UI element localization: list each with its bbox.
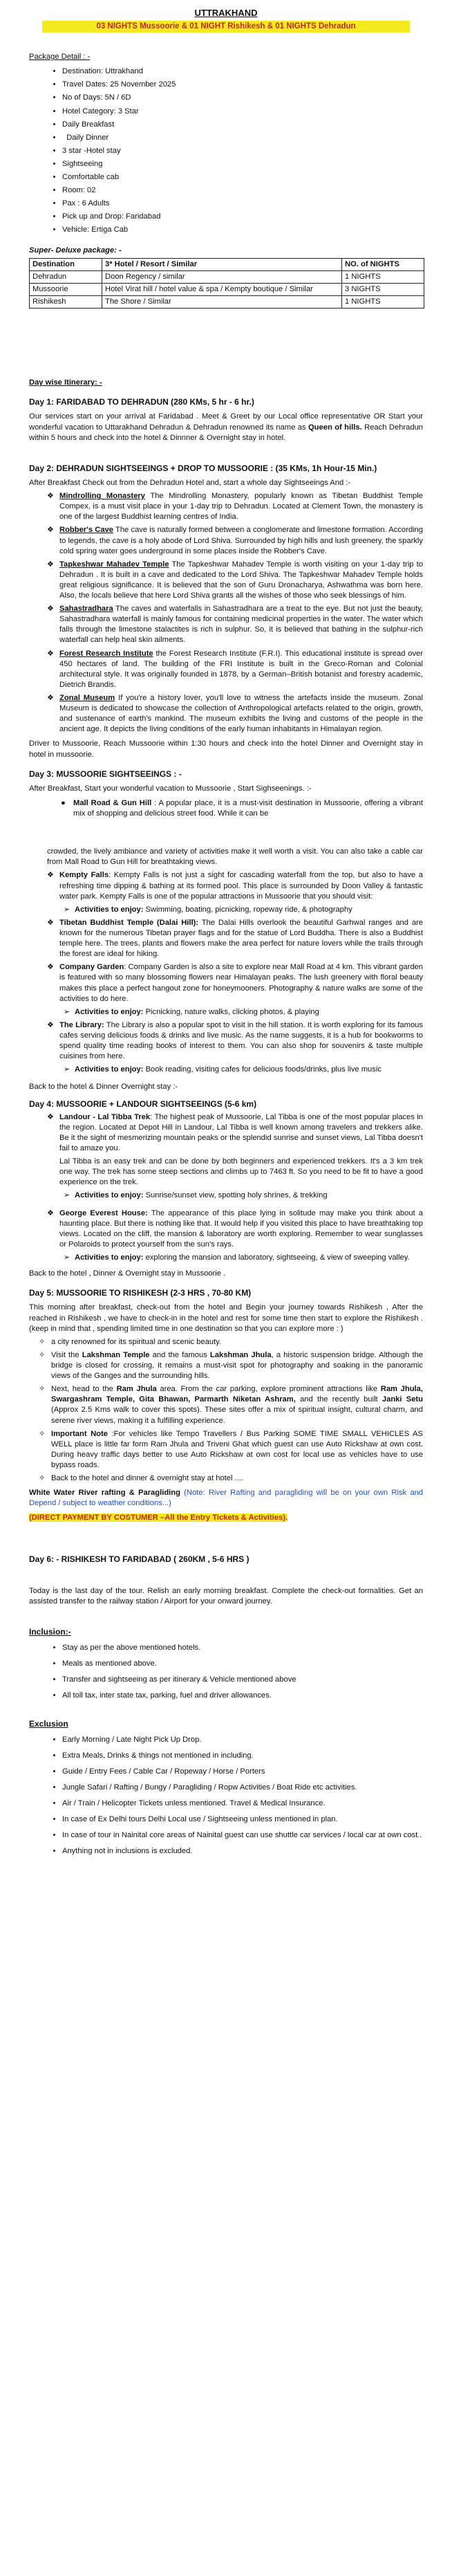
activity-label: Activities to enjoy: bbox=[75, 905, 144, 914]
arrow-bullet-icon: ➢ bbox=[64, 1007, 70, 1016]
site-text: the Forest Research Institute (F.R.I). This educational institute is spread over 450 hectares of land. The building of the FRI Institute is built in the Greco-Roman and Colonial architectural style. It was originally founded in 1878, by a German–British botanist and forestry academic, Dietrich Brandis. bbox=[59, 649, 423, 689]
site-text: The Library is also a popular spot to visit in the hill station. It is worth exploring for its famous cafes serving delicious foods & drinks and live music. As the name suggests, it is a hub for bookworms to spend quality time reading books of interest to them. You can also shop for souvenirs & taste multiple cuisines from here. bbox=[59, 1020, 423, 1061]
activity-line bbox=[64, 1007, 423, 1018]
diamond-bullet-icon: ❖ bbox=[47, 1208, 55, 1217]
arrow-bullet-icon: ➢ bbox=[64, 1065, 70, 1074]
star-bullet-icon: ✧ bbox=[39, 1429, 46, 1438]
list-item: • Stay as per the above mentioned hotels. bbox=[62, 1643, 423, 1653]
site-text: The Tapkeshwar Mahadev Temple is worth visiting on your 1-day trip to Dehradun . It is built in a cave and dedicated to the Lord Shiva. The Tapkeshwar Mahadev Temple holds great religious significance. It is believed that the son of Guru Dronacharya, Ashwathma was born here. Also, the locals believe that here Lord Shiva grants all the wishes of those who seek blessings of him. bbox=[59, 560, 423, 600]
activity-text: Book reading, visiting cafes for delicious foods/drinks, plus live music bbox=[143, 1065, 382, 1074]
list-item bbox=[39, 1384, 423, 1426]
site-text: The Dalai Hills overlook the beautiful Garhwal ranges and are known for the numerous Tibetan prayer flags and for the statue of Lord Buddha. There is also a Buddhist temple here. The trees, plants and flowers make the area perfect for nature lovers while the trails through the forest are ideal for hiking. bbox=[59, 918, 423, 959]
day5-intro: This morning after breakfast, check-out from the hotel and Begin your journey towards Rishikesh , After the reached in Rishikesh , we have to check-in in the hotel and rest for some time then start to explore the Rishikesh . (keep in mind that , spending limited time in one destination so that you can explore more : ) bbox=[29, 1303, 423, 1333]
place-name: Lakshman Temple bbox=[82, 1350, 150, 1359]
table-cell: 1 NIGHTS bbox=[342, 296, 424, 309]
list-item: • 3 star -Hotel stay bbox=[62, 146, 452, 156]
list-item: • Destination: Uttrakhand bbox=[62, 66, 452, 77]
column-header-destination: Destination bbox=[30, 258, 102, 270]
site-name: Mindrolling Monastery bbox=[59, 492, 145, 501]
list-item: • Daily Breakfast bbox=[62, 120, 452, 130]
list-item-text: and the recently built bbox=[295, 1395, 382, 1404]
list-item bbox=[47, 649, 423, 690]
rafting-disclaimer: (Note: River Rafting and paragliding will be on your own Risk and Depend / subject to weather conditions...) bbox=[29, 1489, 423, 1508]
list-item: • Anything not in inclusions is excluded. bbox=[62, 1846, 423, 1857]
activity-label: Activities to enjoy: bbox=[75, 1065, 144, 1074]
list-item bbox=[47, 1020, 423, 1062]
table-cell: The Shore / Similar bbox=[102, 296, 342, 309]
list-item-continuation: Lal Tibba is an easy trek and can be done by both beginners and experienced trekkers. It's a 3 km trek one way. The trek has some steep sections and climbs up to 7463 ft. So you need to be fit to have a good experience on the trek. bbox=[59, 1157, 423, 1187]
site-name: Zonal Museum bbox=[59, 694, 115, 703]
day2-intro: After Breakfast Check out from the Dehradun Hotel and, start a whole day Sightseeings And :- bbox=[29, 478, 351, 487]
day1-description bbox=[29, 412, 423, 443]
list-item bbox=[47, 870, 423, 901]
activity-line bbox=[64, 1065, 423, 1075]
activity-line bbox=[64, 905, 423, 915]
list-item-text: Visit the bbox=[51, 1350, 82, 1359]
list-item bbox=[39, 1473, 423, 1484]
list-item bbox=[47, 1208, 423, 1250]
exclusion-heading: Exclusion bbox=[29, 1718, 68, 1729]
list-item-text: (Approx 2.5 Kms walk to cover this spots). These sites offer a mix of spiritual insight, cultural charm, and serene river views, making it a fulfilling experience. bbox=[51, 1406, 423, 1425]
list-item: • Transfer and sightseeing as per itinerary & Vehicle mentioned above bbox=[62, 1675, 423, 1685]
diamond-bullet-icon: ❖ bbox=[47, 1020, 55, 1029]
diamond-bullet-icon: ❖ bbox=[47, 492, 55, 501]
list-item bbox=[47, 918, 423, 959]
diamond-bullet-icon: ❖ bbox=[47, 560, 55, 569]
day2-title: Day 2: DEHRADUN SIGHTSEEINGS + DROP TO MUSSOORIE : (35 KMs, 1h Hour-15 Min.) bbox=[29, 463, 377, 473]
list-item: • Sightseeing bbox=[62, 159, 452, 169]
list-item: • Guide / Entry Fees / Cable Car / Ropeway / Horse / Porters bbox=[62, 1767, 423, 1777]
document-subtitle: 03 NIGHTS Mussoorie & 01 NIGHT Rishikesh & 01 NIGHTS Dehradun bbox=[42, 21, 410, 33]
arrow-bullet-icon: ➢ bbox=[64, 1253, 70, 1262]
list-item: • Extra Meals, Drinks & things not mentioned in including. bbox=[62, 1751, 423, 1761]
site-name: Kempty Falls bbox=[59, 871, 109, 880]
site-text: : The highest peak of Mussoorie, Lal Tibba is one of the most popular places in the region. Located at Depot Hill in Landour, Lal Tibba is well known among travelers and trekkers alike. Be it the sight of mesmerizing mountain peaks or the splendid sunrise and sunset views, Lal Tibba doesn't fail to amaze you. bbox=[59, 1112, 423, 1153]
column-header-nights: NO. of NIGHTS bbox=[342, 258, 424, 270]
list-item: • Vehicle: Ertiga Cab bbox=[62, 225, 452, 235]
package-details-heading: Package Detail : - bbox=[29, 53, 91, 62]
site-text: : Kempty Falls is not just a sight for cascading waterfall from the top, but also to have a refreshing time dipping & bathing at its formed pool. This place is surrounded by Doon Valley & fantastic water park. Kempty Falls is one of the popular attractions in Mussoorie that you should visit: bbox=[59, 871, 423, 901]
list-item: • Jungle Safari / Rafting / Bungy / Paragliding / Ropw Activities / Boat Ride etc activities. bbox=[62, 1783, 423, 1793]
list-item-text: a city renowned for its spiritual and scenic beauty. bbox=[51, 1337, 222, 1346]
day3-mall-road bbox=[61, 798, 423, 819]
day4-title: Day 4: MUSSOORIE + LANDOUR SIGHTSEEINGS (5-6 km) bbox=[29, 1098, 257, 1109]
list-item-text: :For vehicles like Tempo Travellers / Bus Parking SOME TIME SMALL VEHICLES AS WELL place is little far form Ram Jhula and Triveni Ghat which guest can use Auto Rickshaw at own cost. During heavy traffic days better to use Auto Rickshaw at own cost for local use as vehicles have to use bypass roads. bbox=[51, 1429, 423, 1469]
list-item: • No of Days: 5N / 6D bbox=[62, 93, 452, 103]
list-item-text: Back to the hotel and dinner & overnight stay at hotel .... bbox=[51, 1474, 243, 1483]
day1-text: Reach Dehradun within 5 hours and check into the hotel & Dinnner & Overnight stay in hotel. bbox=[29, 423, 424, 442]
list-item bbox=[47, 491, 423, 522]
day5-title: Day 5: MUSSOORIE TO RISHIKESH (2-3 HRS , 70-80 KM) bbox=[29, 1288, 252, 1298]
list-item: • Comfortable cab bbox=[62, 172, 452, 183]
place-name: Lakshman Jhula bbox=[209, 1350, 272, 1359]
day3-outro: Back to the hotel & Dinner Overnight stay :- bbox=[29, 1083, 178, 1092]
list-item bbox=[39, 1429, 423, 1471]
list-item bbox=[47, 962, 423, 1004]
table-header-row bbox=[30, 258, 424, 270]
rafting-label: White Water River rafting & Paragliding bbox=[29, 1489, 180, 1498]
list-item: • Hotel Category: 3 Star bbox=[62, 107, 452, 117]
star-bullet-icon: ✧ bbox=[39, 1474, 46, 1483]
table-cell: Dehradun bbox=[30, 270, 102, 283]
site-text: If you're a history lover, you'll love to witness the artefacts inside the museum. Zonal Museum is dedicated to showcase the collection of Anthropological artefacts related to the origin, growth, and sustenance of earth's mankind. The museum exhibits the living and customs of the people in the ancient age. It depicts the living conditions of the early human inhabitants in Himalayan region. bbox=[59, 694, 423, 734]
inclusion-list bbox=[0, 1643, 423, 1701]
day6-description: Today is the last day of the tour. Relish an early morning breakfast. Complete the check-out formalities. Get an assisted transfer to the railway station / Airport for your onward journey. bbox=[29, 1586, 423, 1606]
day5-list bbox=[39, 1337, 423, 1484]
star-bullet-icon: ✧ bbox=[39, 1337, 46, 1346]
list-item-text: area. From the car parking, explore prominent attractions like bbox=[156, 1385, 381, 1394]
list-item: • All toll tax, inter state tax, parking, fuel and driver allowances. bbox=[62, 1691, 423, 1701]
rafting-note bbox=[29, 1488, 423, 1509]
deluxe-package-heading: Super- Deluxe package: - bbox=[29, 246, 122, 255]
table-cell: 1 NIGHTS bbox=[342, 270, 424, 283]
day1-text: Our services start on your arrival at Faridabad . Meet & Greet by our Local office representative OR Start your wonderful vacation to Uttarakhand Dehradun & Dehradun renowned its name as bbox=[29, 412, 423, 432]
star-bullet-icon: ✧ bbox=[39, 1350, 46, 1359]
table-cell: Doon Regency / similar bbox=[102, 270, 342, 283]
exclusion-list bbox=[0, 1735, 423, 1857]
list-item: • Daily Dinner bbox=[62, 133, 452, 143]
site-text: The Mindrolling Monastery, popularly known as Tibetan Buddhist Temple Compex, is a must visit place in your 1-day trip to Dehradun. Located at Clement Town, the monastery is one of the largest Buddhist learning centres of India. bbox=[59, 492, 423, 522]
site-name: Robber's Cave bbox=[59, 526, 113, 535]
list-item: • Pick up and Drop: Faridabad bbox=[62, 212, 452, 222]
itinerary-heading: Day wise Itinerary: - bbox=[29, 378, 102, 387]
list-item: • Early Morning / Late Night Pick Up Drop. bbox=[62, 1735, 423, 1745]
list-item bbox=[39, 1337, 423, 1347]
table-row bbox=[30, 296, 424, 309]
table-row bbox=[30, 283, 424, 295]
place-name: Ram Jhula bbox=[116, 1385, 157, 1394]
site-text: : Company Garden is also a site to explore near Mall Road at 4 km. This vibrant garden is featured with so many blossoming flowers near Himalayan peaks. The lush greenery with floral beauty makes this place a perfect hangout zone for honeymooners. Photography & nature walks are some of the activities to do here. bbox=[59, 963, 423, 1003]
activity-label: Activities to enjoy: bbox=[75, 1191, 144, 1200]
diamond-bullet-icon: ❖ bbox=[47, 605, 55, 614]
day2-outro: Driver to Mussoorie, Reach Mussoorie within 1:30 hours and check into the hotel Dinner and Overnight stay in hotel in mussoorie. bbox=[29, 739, 423, 759]
diamond-bullet-icon: ❖ bbox=[47, 649, 55, 658]
site-text: The caves and waterfalls in Sahastradhara are a treat to the eye. But not just the beauty, Sahastradhara waterfall is mainly famous for containing medicinal properties in the water. The water which falls through the limestone stalactites is rich in sulphur. So, it is believed that bathing in the sulphur-rich waterfall can help heal skin ailments. bbox=[59, 605, 423, 645]
day2-sites-list bbox=[47, 491, 423, 735]
list-item-text: and the famous bbox=[149, 1350, 210, 1359]
column-header-hotel: 3* Hotel / Resort / Similar bbox=[102, 258, 342, 270]
list-item bbox=[47, 1112, 423, 1154]
site-name: The Library: bbox=[59, 1020, 104, 1029]
activity-text: exploring the mansion and laboratory, sightseeing, & view of sweeping valley. bbox=[143, 1253, 410, 1262]
table-cell: Mussoorie bbox=[30, 283, 102, 295]
arrow-bullet-icon: ➢ bbox=[64, 905, 70, 914]
list-item bbox=[47, 525, 423, 556]
direct-payment-note bbox=[29, 1513, 423, 1523]
list-item: • In case of Ex Delhi tours Delhi Local use / Sightseeing unless mentioned in plan. bbox=[62, 1814, 423, 1825]
activity-text: Picnicking, nature walks, clicking photos, & playing bbox=[143, 1007, 319, 1016]
site-text: : A popular place, it is a must-visit destination in Mussoorie, offering a vibrant mix of shopping and delicious street food. While it can be bbox=[73, 798, 424, 818]
diamond-bullet-icon: ❖ bbox=[47, 963, 55, 972]
day4-outro: Back to the hotel , Dinner & Overnight stay in Mussoorie . bbox=[29, 1269, 226, 1278]
note-label: Important Note bbox=[51, 1429, 108, 1438]
day3-title: Day 3: MUSSOORIE SIGHTSEEINGS : - bbox=[29, 769, 182, 779]
diamond-bullet-icon: ❖ bbox=[47, 526, 55, 535]
diamond-bullet-icon: ❖ bbox=[47, 1112, 55, 1121]
table-cell: Rishikesh bbox=[30, 296, 102, 309]
document-title: UTTRAKHAND bbox=[194, 8, 258, 18]
list-item-text: Next, head to the bbox=[51, 1385, 117, 1394]
day4-sites-list bbox=[47, 1112, 423, 1263]
site-name: Mall Road & Gun Hill bbox=[73, 798, 152, 807]
activity-line bbox=[64, 1253, 423, 1263]
inclusion-heading: Inclusion:- bbox=[29, 1626, 71, 1637]
package-details-list bbox=[0, 66, 452, 235]
site-text: The cave is naturally formed between a conglomerate and limestone formation. According to legends, the cave is a holy abode of Lord Shiva. Surrounded by high hills and lush greenery, the sparkly cold spring water goes underground in some places inside the Robber's Cave. bbox=[59, 526, 423, 555]
list-item: • Pax : 6 Adults bbox=[62, 199, 452, 209]
list-item: • In case of tour in Nainital core areas of Nainital guest can use shuttle car services / local car at own cost.. bbox=[62, 1830, 423, 1841]
site-name: Sahastradhara bbox=[59, 605, 113, 614]
hotels-table bbox=[29, 258, 424, 309]
place-name: Ram Jhula, Swargashram Temple, Gita Bhawan, Parmarth Niketan Ashram, bbox=[51, 1385, 423, 1404]
list-item: • Air / Train / Helicopter Tickets unless mentioned. Travel & Medical Insurance. bbox=[62, 1798, 423, 1809]
table-cell: Hotel Virat hill / hotel value & spa / Kempty boutique / Similar bbox=[102, 283, 342, 295]
site-name: Landour - Lal Tibba Trek bbox=[59, 1112, 151, 1121]
site-name: Forest Research Institute bbox=[59, 649, 153, 658]
day6-title: Day 6: - RISHIKESH TO FARIDABAD ( 260KM , 5-6 HRS ) bbox=[29, 1554, 249, 1565]
page-gap bbox=[0, 822, 452, 847]
place-name: Janki Setu bbox=[382, 1395, 423, 1404]
diamond-bullet-icon: ❖ bbox=[47, 871, 55, 880]
list-item: • Travel Dates: 25 November 2025 bbox=[62, 80, 452, 90]
list-item bbox=[47, 693, 423, 735]
star-bullet-icon: ✧ bbox=[39, 1385, 46, 1394]
activity-label: Activities to enjoy: bbox=[75, 1007, 144, 1016]
direct-payment-text: (DIRECT PAYMENT BY COSTUMER –All the Entry Tickets & Activities). bbox=[29, 1514, 288, 1522]
day3-sites-list bbox=[47, 847, 423, 1075]
table-cell: 3 NIGHTS bbox=[342, 283, 424, 295]
list-item-continuation: crowded, the lively ambiance and variety of activities make it well worth a visit. You can also take a cable car from Mall Road to Gun Hill for breathtaking views. bbox=[47, 847, 423, 867]
day1-bold-text: Queen of hills. bbox=[308, 423, 362, 432]
list-item bbox=[39, 1350, 423, 1381]
list-item: • Room: 02 bbox=[62, 185, 452, 196]
site-name: Company Garden bbox=[59, 963, 124, 972]
list-item bbox=[61, 798, 423, 819]
day1-title: Day 1: FARIDABAD TO DEHRADUN (280 KMs, 5 hr - 6 hr.) bbox=[29, 397, 254, 407]
site-name: Tibetan Buddhist Temple (Dalai Hill): bbox=[59, 918, 199, 927]
day3-intro: After Breakfast, Start your wonderful vacation to Mussoorie , Start Sighseenings. :- bbox=[29, 784, 312, 793]
list-item bbox=[47, 604, 423, 645]
diamond-bullet-icon: ❖ bbox=[47, 918, 55, 927]
activity-label: Activities to enjoy: bbox=[75, 1253, 144, 1262]
site-text: The appearance of this place lying in solitude may make you think about a haunting place. But there is nothing like that. It would help if you visited this place to have breathtaking top views. Located on the cliff, the mansion & laboratory are worth exploring. Remember to wear sunglasses or Polaroids to protect yourself from the sun's rays. bbox=[59, 1208, 424, 1249]
activity-line bbox=[64, 1190, 423, 1201]
list-item bbox=[47, 560, 423, 601]
activity-text: Swimming, boating, picnicking, ropeway ride, & photography bbox=[143, 905, 352, 914]
arrow-bullet-icon: ➢ bbox=[64, 1191, 70, 1200]
diamond-bullet-icon: ❖ bbox=[47, 694, 55, 703]
site-name: Tapkeshwar Mahadev Temple bbox=[59, 560, 169, 569]
table-row bbox=[30, 270, 424, 283]
site-name: George Everest House: bbox=[59, 1208, 148, 1217]
round-bullet-icon: ● bbox=[61, 798, 66, 807]
activity-text: Sunrise/sunset view, spotting holy shrines, & trekking bbox=[143, 1191, 328, 1200]
list-item-text: , a historic suspension bridge. Although the bridge is closed for crossing, it remains a must-visit spot for photography and soaking in the panoramic views of the Ganges and the surrounding hills. bbox=[51, 1350, 424, 1381]
list-item: • Meals as mentioned above. bbox=[62, 1659, 423, 1669]
